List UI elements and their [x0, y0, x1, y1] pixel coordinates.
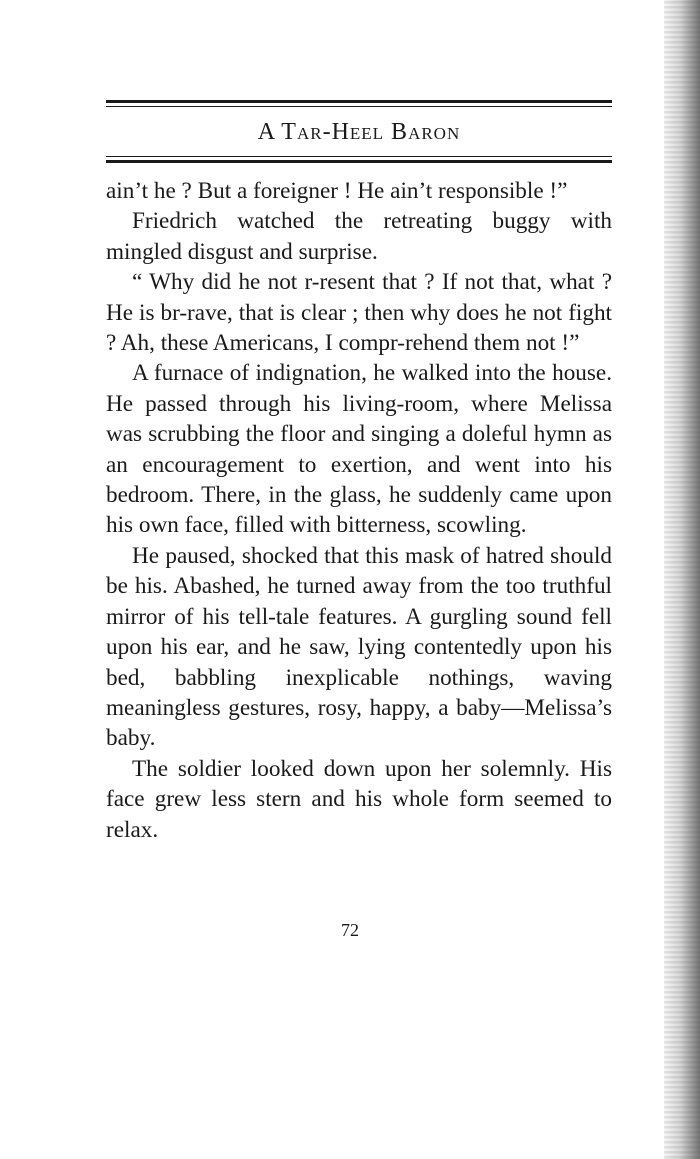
- header-rule-bottom-thin: [106, 156, 612, 157]
- paragraph-4: A furnace of indignation, he walked into the house. He passed through his living-room, where Melissa was scrubbing the floor and singing a doleful hymn as an encouragement to exertion, and went into his bedroom. There, in the glass, he suddenly came upon his own face, filled with bitterness, scowling.: [106, 360, 612, 539]
- running-head: [106, 100, 612, 163]
- page-edge-shadow: [664, 0, 700, 1159]
- paragraph-2: Friedrich watched the retreating buggy with mingled disgust and surprise.: [106, 208, 612, 265]
- paragraph-5: He paused, shocked that this mask of hatred should be his. Abashed, he turned away from the too truthful mirror of his tell-tale features. A gurgling sound fell upon his ear, and he saw, lying contentedly upon his bed, babbling inexplicable nothings, waving meaningless gestures, rosy, happy, a baby—Melissa’s baby.: [106, 542, 612, 752]
- paragraph-1: ain’t he ? But a foreigner ! He ain’t responsible !”: [106, 178, 568, 204]
- paragraph-3: “ Why did he not r-resent that ? If not that, what ? He is br-rave, that is clear ; then why does he not fight ? Ah, these Americans, I compr-rehend them not !”: [106, 269, 612, 357]
- header-rule-top-thick: [106, 100, 612, 103]
- page-number: 72: [341, 920, 359, 940]
- body-text: [106, 176, 612, 845]
- paragraph-6: The soldier looked down upon her solemnly. His face grew less stern and his whole form seemed to relax.: [106, 755, 612, 843]
- running-head-title: A Tar-Heel Baron: [257, 119, 461, 145]
- header-rule-bottom-thick: [106, 160, 612, 163]
- header-rule-top-thin: [106, 106, 612, 107]
